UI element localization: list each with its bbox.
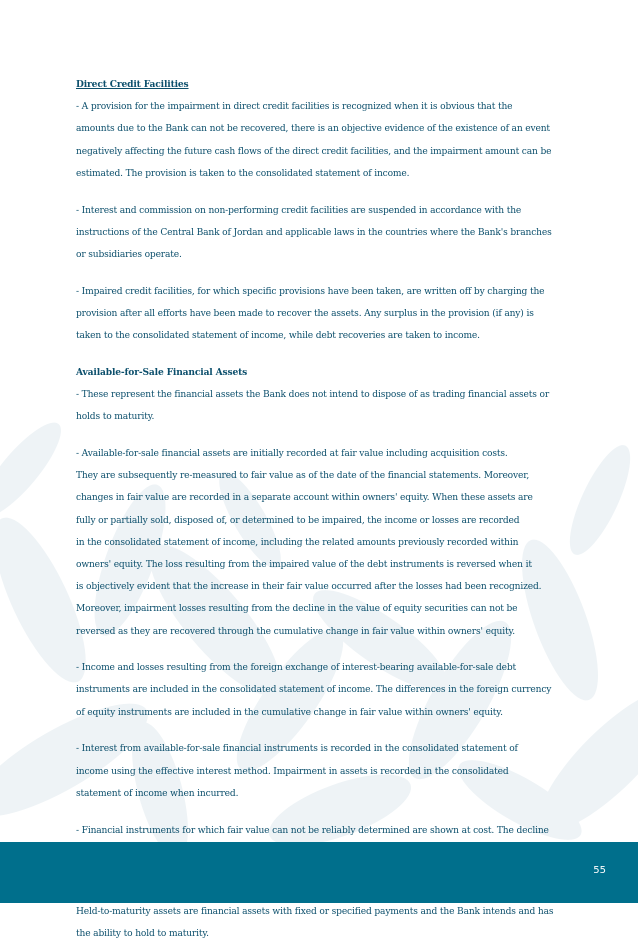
text-line: - These represent the financial assets the Bank does not intend to dispose of as trading financial assets or [76, 390, 550, 401]
paragraph-gap [76, 724, 566, 739]
page-number: 55 [593, 865, 606, 876]
text-line: negatively affecting the future cash flows of the direct credit facilities, and the impairment amount can be [76, 146, 552, 157]
text-line: owners' equity. The loss resulting from the impaired value of the debt instruments is reversed when it [76, 559, 532, 570]
paragraph-gap [76, 643, 566, 658]
text-line: the ability to hold to maturity. [76, 928, 209, 939]
text-line: - Financial instruments for which fair value can not be reliably determined are shown at cost. The decline [76, 825, 549, 836]
text-line: in the consolidated statement of income, including the related amounts previously recorded within [76, 537, 519, 548]
text-line: They are subsequently re-measured to fair value as of the date of the financial statements. Moreover, [76, 471, 530, 482]
text-line: of equity instruments are included in the cumulative change in fair value within owners' equity. [76, 707, 503, 718]
paragraph-gap [76, 805, 566, 820]
text-line: - A provision for the impairment in direct credit facilities is recognized when it is obvious that the [76, 102, 513, 113]
text-line: - Income and losses resulting from the foreign exchange of interest-bearing available-for-sale debt [76, 663, 517, 674]
paragraph-gap [76, 266, 566, 281]
text-line: holds to maturity. [76, 412, 155, 423]
text-line: changes in fair value are recorded in a separate account within owners' equity. When these assets are [76, 493, 533, 504]
paragraph-gap [76, 347, 566, 362]
text-line: fully or partially sold, disposed of, or determined to be impaired, the income or losses are recorded [76, 515, 520, 526]
text-line: instruments are included in the consolidated statement of income. The differences in the foreign currency [76, 685, 552, 696]
section-heading-direct-credit-facilities: Direct Credit Facilities [76, 79, 189, 90]
text-line: statement of income when incurred. [76, 788, 239, 799]
text-line: - Impaired credit facilities, for which specific provisions have been taken, are written off by charging the [76, 286, 545, 297]
paragraph-gap [76, 185, 566, 200]
text-line: estimated. The provision is taken to the consolidated statement of income. [76, 168, 410, 179]
section-heading-available-for-sale: Available-for-Sale Financial Assets [76, 366, 248, 378]
text-line: is objectively evident that the increase in their fair value occurred after the losses had been recognized. [76, 582, 542, 593]
text-line: instructions of the Central Bank of Jordan and applicable laws in the countries where the Bank's branches [76, 227, 552, 238]
text-line: - Interest and commission on non-performing credit facilities are suspended in accordance with the [76, 205, 522, 216]
footer-bar [0, 842, 638, 903]
text-line: reversed as they are recovered through the cumulative change in fair value within owners' equity. [76, 626, 515, 637]
text-line: Held-to-maturity assets are financial assets with fixed or specified payments and the Bank intends and has [76, 906, 554, 917]
text-line: - Interest from available-for-sale financial instruments is recorded in the consolidated statement of [76, 744, 518, 755]
text-line: or subsidiaries operate. [76, 249, 182, 260]
text-line: provision after all efforts have been made to recover the assets. Any surplus in the provision (if any) is [76, 308, 534, 319]
text-line: Moreover, impairment losses resulting from the decline in the value of equity securities can not be [76, 604, 518, 615]
text-line: taken to the consolidated statement of income, while debt recoveries are taken to income. [76, 331, 480, 342]
text-line: amounts due to the Bank can not be recovered, there is an objective evidence of the existence of an event [76, 124, 550, 135]
document-body [76, 74, 566, 945]
paragraph-gap [76, 428, 566, 443]
text-line: - Available-for-sale financial assets are initially recorded at fair value including acquisition costs. [76, 449, 508, 459]
text-line: income using the effective interest method. Impairment in assets is recorded in the consolidated [76, 766, 509, 777]
